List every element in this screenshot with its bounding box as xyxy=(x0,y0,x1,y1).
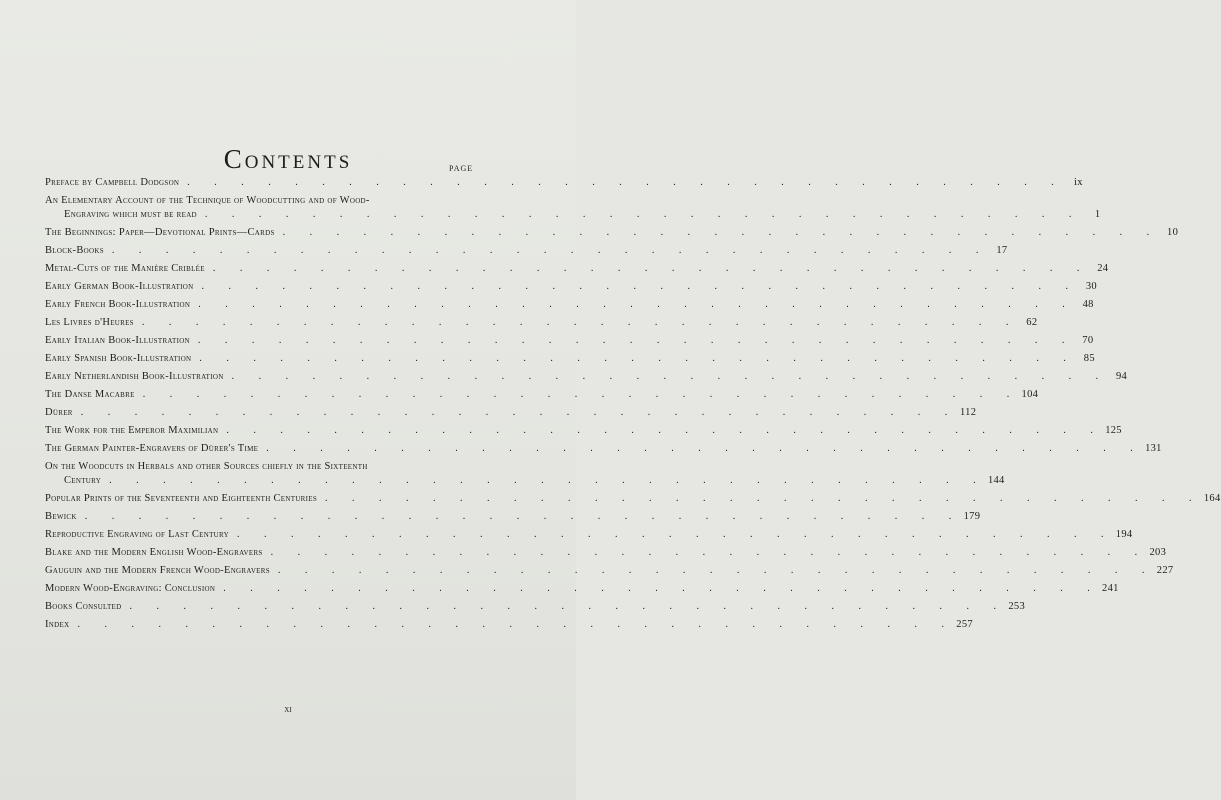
toc-entry-page: 203 xyxy=(1149,547,1167,558)
toc-entry-page: 253 xyxy=(1008,601,1025,612)
toc-entry-page: 85 xyxy=(1083,353,1095,364)
toc-entry xyxy=(45,176,1083,190)
leader-dots xyxy=(229,528,1115,542)
toc-entry-continuation xyxy=(45,208,1101,222)
leader-dots xyxy=(122,600,1008,614)
toc-entry-page: 131 xyxy=(1145,443,1162,454)
toc-entry xyxy=(45,618,973,632)
toc-entry-label: Reproductive Engraving of Last Century xyxy=(45,529,229,540)
toc-entry xyxy=(45,442,1162,456)
toc-entry-label: Blake and the Modern English Wood-Engravers xyxy=(45,547,263,558)
toc-entry-page: 48 xyxy=(1082,299,1094,310)
toc-entry-page: 179 xyxy=(963,511,981,522)
toc-entry-page: 112 xyxy=(960,407,977,418)
toc-entry xyxy=(45,528,1133,542)
toc-entry-label: Early French Book-Illustration xyxy=(45,299,191,310)
toc-entry-page: 10 xyxy=(1167,227,1179,238)
toc-entry-label: Early Italian Book-Illustration xyxy=(45,335,190,346)
toc-entry-page: 144 xyxy=(987,475,1005,486)
toc-entry-label: The German Painter-Engravers of Dürer's Time xyxy=(45,443,259,454)
leader-dots xyxy=(258,442,1144,456)
toc-entry-label: Les Livres d'Heures xyxy=(45,317,134,328)
leader-dots xyxy=(317,492,1203,506)
leader-dots xyxy=(215,582,1101,596)
leader-dots xyxy=(190,334,1076,348)
toc-entry-label-line2: Engraving which must be read xyxy=(64,209,197,220)
table-of-contents xyxy=(45,176,1221,636)
toc-entry xyxy=(45,244,1008,258)
leader-dots xyxy=(135,388,1021,402)
toc-entry xyxy=(45,510,981,524)
toc-entry xyxy=(45,492,1221,506)
leader-dots xyxy=(205,262,1091,276)
toc-entry-label: The Danse Macabre xyxy=(45,389,135,400)
toc-entry xyxy=(45,316,1038,330)
toc-entry-page: 30 xyxy=(1085,281,1097,292)
toc-entry-page: 62 xyxy=(1026,317,1038,328)
toc-entry-label: Metal-Cuts of the Manière Criblée xyxy=(45,263,205,274)
leader-dots xyxy=(179,176,1065,190)
page-column-heading: PAGE xyxy=(449,164,474,173)
toc-entry xyxy=(45,298,1094,312)
toc-entry-label: Preface by Campbell Dodgson xyxy=(45,177,180,188)
toc-entry xyxy=(45,600,1025,614)
toc-entry-label-line2: Century xyxy=(64,475,102,486)
leader-dots xyxy=(104,244,990,258)
toc-entry-label: Dürer xyxy=(45,407,73,418)
toc-entry-page: 1 xyxy=(1094,209,1101,220)
toc-entry xyxy=(45,564,1174,578)
toc-entry-label: Block-Books xyxy=(45,245,104,256)
toc-entry-page: 257 xyxy=(956,619,973,630)
leader-dots xyxy=(134,316,1020,330)
toc-entry xyxy=(45,546,1167,560)
toc-entry-page: 104 xyxy=(1021,389,1039,400)
leader-dots xyxy=(263,546,1149,560)
toc-entry-page: 24 xyxy=(1097,263,1109,274)
toc-entry-label: Bewick xyxy=(45,511,77,522)
toc-entry-label: Early Spanish Book-Illustration xyxy=(45,353,192,364)
leader-dots xyxy=(190,298,1076,312)
leader-dots xyxy=(73,406,959,420)
toc-entry xyxy=(45,334,1094,348)
toc-entry xyxy=(45,352,1095,366)
toc-entry xyxy=(45,280,1097,294)
toc-entry xyxy=(45,460,1005,488)
toc-entry-label: Modern Wood-Engraving: Conclusion xyxy=(45,583,216,594)
leader-dots xyxy=(69,618,955,632)
leader-dots xyxy=(193,280,1079,294)
toc-entry-label: Index xyxy=(45,619,70,630)
leader-dots xyxy=(77,510,963,524)
toc-entry-label: The Beginnings: Paper—Devotional Prints—Cards xyxy=(45,227,275,238)
toc-entry-continuation xyxy=(45,474,1005,488)
toc-entry-page: 94 xyxy=(1115,371,1128,382)
toc-entry-page: 125 xyxy=(1105,425,1122,436)
toc-entry-page: 227 xyxy=(1156,565,1174,576)
page-title: Contents xyxy=(223,144,353,175)
leader-dots xyxy=(224,370,1110,384)
leader-dots xyxy=(218,424,1104,438)
toc-entry xyxy=(45,424,1122,438)
toc-entry-label: The Work for the Emperor Maximilian xyxy=(45,425,219,436)
toc-entry-label: Early German Book-Illustration xyxy=(45,281,194,292)
leader-dots xyxy=(191,352,1077,366)
toc-entry xyxy=(45,262,1109,276)
toc-entry xyxy=(45,582,1119,596)
toc-entry-page: 194 xyxy=(1115,529,1133,540)
toc-entry-label: Early Netherlandish Book-Illustration xyxy=(45,371,224,382)
toc-entry xyxy=(45,370,1128,384)
folio-number: xi xyxy=(284,704,292,715)
toc-entry xyxy=(45,388,1039,402)
toc-entry-page: ix xyxy=(1074,177,1083,188)
leader-dots xyxy=(270,564,1156,578)
toc-entry xyxy=(45,226,1179,240)
toc-entry xyxy=(45,406,977,420)
leader-dots xyxy=(197,208,1083,222)
toc-entry-page: 17 xyxy=(996,245,1008,256)
toc-entry-page: 241 xyxy=(1102,583,1119,594)
leader-dots xyxy=(275,226,1161,240)
toc-entry-label: Books Consulted xyxy=(45,601,122,612)
toc-entry xyxy=(45,194,1101,222)
toc-entry-page: 164 xyxy=(1203,493,1221,504)
toc-entry-label-line1: An Elementary Account of the Technique of Woodcutting and of Wood- xyxy=(45,195,370,206)
toc-entry-label: Popular Prints of the Seventeenth and Eighteenth Centuries xyxy=(45,493,318,504)
toc-entry-label: Gauguin and the Modern French Wood-Engravers xyxy=(45,565,270,576)
toc-entry-label-line1: On the Woodcuts in Herbals and other Sources chiefly in the Sixteenth xyxy=(45,461,368,472)
leader-dots xyxy=(101,474,987,488)
toc-entry-page: 70 xyxy=(1082,335,1094,346)
